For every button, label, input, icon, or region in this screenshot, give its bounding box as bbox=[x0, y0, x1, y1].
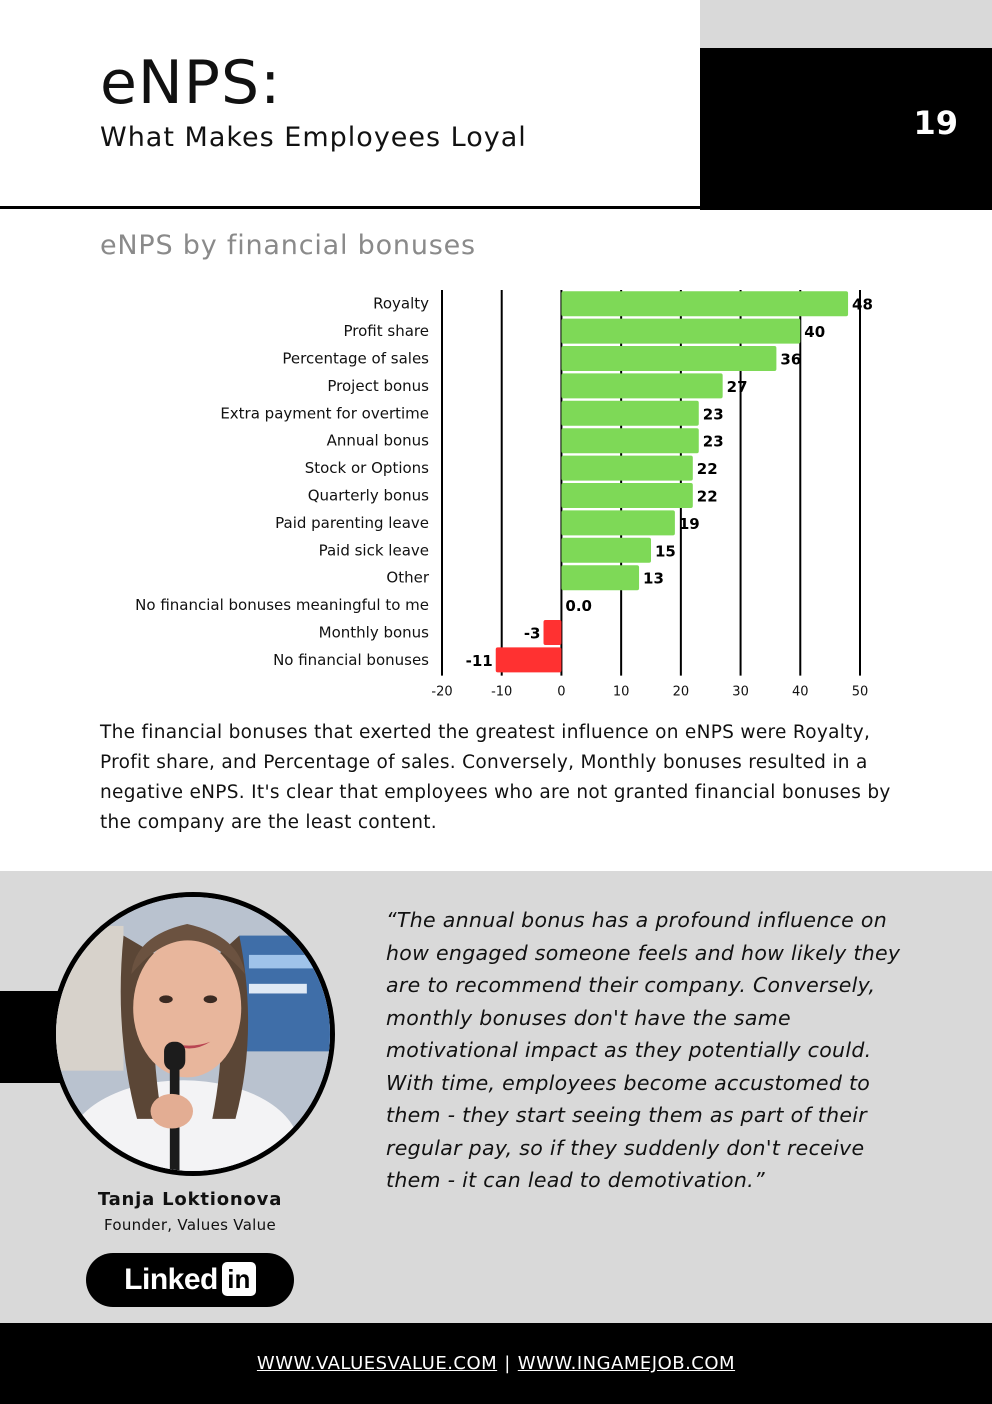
x-tick-label-20: 20 bbox=[672, 684, 690, 700]
chart-heading: eNPS by financial bonuses bbox=[100, 230, 476, 261]
footer-separator: | bbox=[504, 1353, 511, 1374]
category-label-3: Project bonus bbox=[327, 376, 429, 395]
bar-9 bbox=[561, 538, 651, 563]
speaker-quote: “The annual bonus has a profound influence on how engaged someone feels and how likely they are to recommend their company. Conversely, monthly bonuses don't have the same motivational impact as they potentially could. With time, employees become accustomed to them - they start seeing them as part of their regular pay, so if they suddenly don't receive them - it can lead to demotivation.” bbox=[386, 908, 901, 1192]
bar-1 bbox=[561, 319, 800, 344]
chart-bars bbox=[496, 291, 848, 672]
bar-10 bbox=[561, 565, 639, 590]
footer-link-ingamejob[interactable]: WWW.INGAMEJOB.COM bbox=[517, 1353, 736, 1374]
category-label-12: Monthly bonus bbox=[318, 623, 429, 642]
page-title: eNPS: bbox=[100, 48, 282, 118]
speaker-name: Tanja Loktionova bbox=[97, 1189, 283, 1210]
category-label-13: No financial bonuses bbox=[273, 650, 429, 669]
value-label-10: 13 bbox=[643, 569, 664, 588]
category-label-11: No financial bonuses meaningful to me bbox=[135, 596, 429, 615]
value-label-9: 15 bbox=[655, 542, 676, 561]
category-label-9: Paid sick leave bbox=[318, 541, 429, 560]
value-label-1: 40 bbox=[804, 323, 826, 342]
x-tick-label--10: -10 bbox=[491, 684, 513, 700]
x-tick-label-10: 10 bbox=[612, 684, 630, 700]
footer bbox=[0, 1323, 992, 1404]
summary-paragraph: The financial bonuses that exerted the greatest influence on eNPS were Royalty, Profit share, and Percentage of sales. Conversely, Monthly bonuses resulted in a negative eNPS. It's clear that employees who are not granted financial bonuses by the company are the least content. bbox=[100, 722, 891, 833]
category-label-0: Royalty bbox=[373, 294, 429, 313]
value-label-3: 27 bbox=[726, 377, 748, 396]
value-label-6: 22 bbox=[696, 460, 718, 479]
bar-12 bbox=[544, 620, 562, 645]
value-label-11: 0.0 bbox=[565, 597, 593, 616]
value-label-13: -11 bbox=[465, 651, 493, 670]
bar-7 bbox=[561, 483, 692, 508]
bar-13 bbox=[496, 647, 562, 672]
value-label-2: 36 bbox=[780, 350, 802, 369]
header-gray-block bbox=[700, 0, 992, 48]
footer-link-valuesvalue[interactable]: WWW.VALUESVALUE.COM bbox=[256, 1353, 498, 1374]
bar-2 bbox=[561, 346, 776, 371]
linkedin-label: Linked bbox=[124, 1263, 218, 1296]
value-label-7: 22 bbox=[696, 487, 718, 506]
category-label-2: Percentage of sales bbox=[282, 349, 429, 368]
bar-5 bbox=[561, 428, 698, 453]
enps-bar-chart bbox=[0, 280, 992, 705]
value-label-5: 23 bbox=[702, 432, 724, 451]
value-label-4: 23 bbox=[702, 405, 724, 424]
x-tick-label-40: 40 bbox=[792, 684, 809, 700]
value-label-12: -3 bbox=[523, 624, 541, 643]
category-label-8: Paid parenting leave bbox=[275, 513, 429, 532]
category-label-5: Annual bonus bbox=[326, 431, 429, 450]
bar-4 bbox=[561, 401, 698, 426]
bar-3 bbox=[561, 373, 722, 398]
bar-8 bbox=[561, 510, 674, 535]
linkedin-button[interactable] bbox=[86, 1253, 294, 1307]
speaker-photo bbox=[51, 892, 335, 1176]
category-label-6: Stock or Options bbox=[304, 459, 429, 478]
linkedin-icon: in bbox=[222, 1262, 256, 1296]
x-tick-label-0: 0 bbox=[557, 684, 566, 700]
value-label-0: 48 bbox=[852, 295, 873, 314]
speaker-role: Founder, Values Value bbox=[103, 1216, 276, 1234]
x-tick-label-50: 50 bbox=[851, 684, 869, 700]
x-tick-label-30: 30 bbox=[732, 684, 749, 700]
speaker-photo-illustration bbox=[56, 897, 330, 1171]
category-label-4: Extra payment for overtime bbox=[220, 404, 429, 423]
header-divider bbox=[0, 206, 700, 209]
page-subtitle: What Makes Employees Loyal bbox=[100, 122, 527, 153]
category-label-1: Profit share bbox=[343, 322, 429, 341]
bar-6 bbox=[561, 456, 692, 481]
value-label-8: 19 bbox=[678, 514, 700, 533]
category-label-7: Quarterly bonus bbox=[307, 486, 429, 505]
bar-0 bbox=[561, 291, 848, 316]
x-tick-label--20: -20 bbox=[431, 684, 453, 700]
category-label-10: Other bbox=[386, 568, 429, 587]
page-number: 19 bbox=[913, 104, 958, 142]
